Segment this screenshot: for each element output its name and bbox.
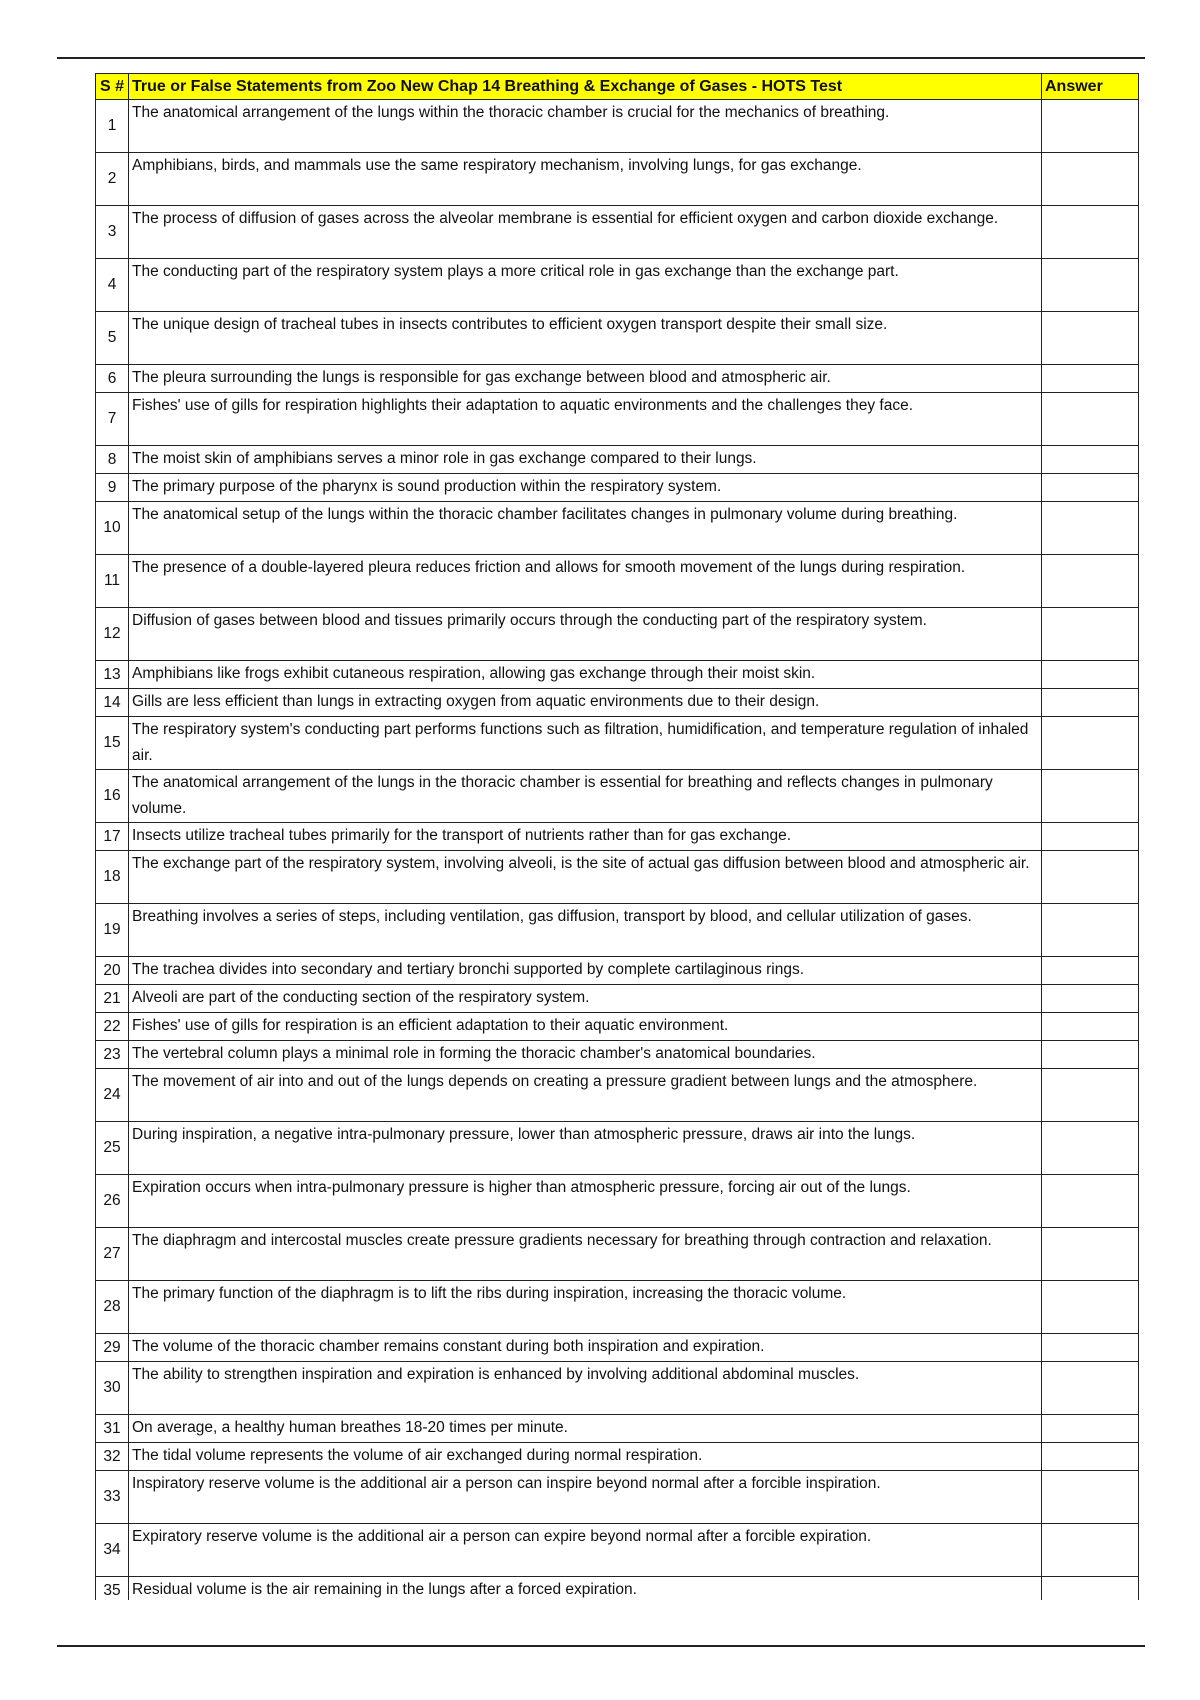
row-number: 34 — [96, 1524, 129, 1577]
table-row — [96, 393, 1139, 446]
statement-text: Diffusion of gases between blood and tissues primarily occurs through the conducting part of the respiratory system. — [129, 608, 1042, 661]
statements-body — [96, 100, 1139, 1601]
answer-cell[interactable] — [1042, 259, 1139, 312]
row-number: 11 — [96, 555, 129, 608]
worksheet — [95, 73, 1143, 1600]
statement-text: The trachea divides into secondary and tertiary bronchi supported by complete cartilaginous rings. — [129, 957, 1042, 985]
answer-cell[interactable] — [1042, 555, 1139, 608]
row-number: 5 — [96, 312, 129, 365]
table-row — [96, 502, 1139, 555]
table-row — [96, 985, 1139, 1013]
answer-header: Answer — [1042, 74, 1139, 100]
row-number: 20 — [96, 957, 129, 985]
statement-text: Amphibians like frogs exhibit cutaneous respiration, allowing gas exchange through their moist skin. — [129, 661, 1042, 689]
row-number: 27 — [96, 1228, 129, 1281]
table-row — [96, 206, 1139, 259]
statement-text: The anatomical arrangement of the lungs in the thoracic chamber is essential for breathing and reflects changes in pulmonary volume. — [129, 770, 1042, 823]
answer-cell[interactable] — [1042, 661, 1139, 689]
answer-cell[interactable] — [1042, 904, 1139, 957]
answer-cell[interactable] — [1042, 689, 1139, 717]
row-number: 13 — [96, 661, 129, 689]
table-row — [96, 1122, 1139, 1175]
row-number: 31 — [96, 1415, 129, 1443]
answer-cell[interactable] — [1042, 393, 1139, 446]
answer-cell[interactable] — [1042, 1362, 1139, 1415]
row-number: 24 — [96, 1069, 129, 1122]
header-row — [96, 74, 1139, 100]
table-row — [96, 1281, 1139, 1334]
answer-cell[interactable] — [1042, 1013, 1139, 1041]
row-number: 30 — [96, 1362, 129, 1415]
answer-cell[interactable] — [1042, 1228, 1139, 1281]
row-number: 16 — [96, 770, 129, 823]
answer-cell[interactable] — [1042, 1122, 1139, 1175]
table-row — [96, 1443, 1139, 1471]
answer-cell[interactable] — [1042, 770, 1139, 823]
statement-text: Inspiratory reserve volume is the additional air a person can inspire beyond normal after a forcible inspiration. — [129, 1471, 1042, 1524]
row-number: 14 — [96, 689, 129, 717]
answer-cell[interactable] — [1042, 1443, 1139, 1471]
table-row — [96, 100, 1139, 153]
answer-cell[interactable] — [1042, 1175, 1139, 1228]
table-row — [96, 823, 1139, 851]
table-row — [96, 1175, 1139, 1228]
table-row — [96, 957, 1139, 985]
row-number: 17 — [96, 823, 129, 851]
statement-text: Expiration occurs when intra-pulmonary pressure is higher than atmospheric pressure, forcing air out of the lungs. — [129, 1175, 1042, 1228]
statement-text: The unique design of tracheal tubes in insects contributes to efficient oxygen transport despite their small size. — [129, 312, 1042, 365]
table-row — [96, 365, 1139, 393]
row-number: 25 — [96, 1122, 129, 1175]
table-row — [96, 717, 1139, 770]
statement-text: The respiratory system's conducting part performs functions such as filtration, humidification, and temperature regulation of inhaled air. — [129, 717, 1042, 770]
answer-cell[interactable] — [1042, 474, 1139, 502]
table-row — [96, 259, 1139, 312]
row-number: 33 — [96, 1471, 129, 1524]
statement-text: The diaphragm and intercostal muscles create pressure gradients necessary for breathing through contraction and relaxation. — [129, 1228, 1042, 1281]
statement-text: The anatomical arrangement of the lungs within the thoracic chamber is crucial for the mechanics of breathing. — [129, 100, 1042, 153]
answer-cell[interactable] — [1042, 1041, 1139, 1069]
answer-cell[interactable] — [1042, 1577, 1139, 1601]
table-row — [96, 1069, 1139, 1122]
answer-cell[interactable] — [1042, 608, 1139, 661]
table-row — [96, 1577, 1139, 1601]
row-number: 29 — [96, 1334, 129, 1362]
table-row — [96, 555, 1139, 608]
row-number: 2 — [96, 153, 129, 206]
table-row — [96, 446, 1139, 474]
statement-text: The pleura surrounding the lungs is responsible for gas exchange between blood and atmospheric air. — [129, 365, 1042, 393]
table-row — [96, 904, 1139, 957]
table-row — [96, 1362, 1139, 1415]
statement-text: The process of diffusion of gases across the alveolar membrane is essential for efficient oxygen and carbon dioxide exchange. — [129, 206, 1042, 259]
statement-text: The presence of a double-layered pleura reduces friction and allows for smooth movement of the lungs during respiration. — [129, 555, 1042, 608]
statement-text: The conducting part of the respiratory system plays a more critical role in gas exchange than the exchange part. — [129, 259, 1042, 312]
row-number: 19 — [96, 904, 129, 957]
statement-text: On average, a healthy human breathes 18-20 times per minute. — [129, 1415, 1042, 1443]
row-number: 22 — [96, 1013, 129, 1041]
statement-text: Alveoli are part of the conducting section of the respiratory system. — [129, 985, 1042, 1013]
table-row — [96, 1041, 1139, 1069]
table-row — [96, 312, 1139, 365]
row-number: 9 — [96, 474, 129, 502]
answer-cell[interactable] — [1042, 365, 1139, 393]
statements-table — [95, 73, 1139, 1600]
bottom-rule — [57, 1645, 1145, 1647]
statement-text: The volume of the thoracic chamber remains constant during both inspiration and expiration. — [129, 1334, 1042, 1362]
row-number: 1 — [96, 100, 129, 153]
statement-text: Residual volume is the air remaining in the lungs after a forced expiration. — [129, 1577, 1042, 1601]
row-number: 26 — [96, 1175, 129, 1228]
answer-cell[interactable] — [1042, 1069, 1139, 1122]
answer-cell[interactable] — [1042, 100, 1139, 153]
answer-cell[interactable] — [1042, 502, 1139, 555]
answer-cell[interactable] — [1042, 1334, 1139, 1362]
answer-cell[interactable] — [1042, 717, 1139, 770]
answer-cell[interactable] — [1042, 153, 1139, 206]
statement-text: Breathing involves a series of steps, including ventilation, gas diffusion, transport by blood, and cellular utilization of gases. — [129, 904, 1042, 957]
table-title: True or False Statements from Zoo New Chap 14 Breathing & Exchange of Gases - HOTS Test — [129, 74, 1042, 100]
statement-text: The tidal volume represents the volume of air exchanged during normal respiration. — [129, 1443, 1042, 1471]
table-row — [96, 608, 1139, 661]
statement-text: The movement of air into and out of the lungs depends on creating a pressure gradient between lungs and the atmosphere. — [129, 1069, 1042, 1122]
row-number: 18 — [96, 851, 129, 904]
statement-text: Amphibians, birds, and mammals use the same respiratory mechanism, involving lungs, for gas exchange. — [129, 153, 1042, 206]
table-row — [96, 1013, 1139, 1041]
row-number: 23 — [96, 1041, 129, 1069]
answer-cell[interactable] — [1042, 1471, 1139, 1524]
row-number: 8 — [96, 446, 129, 474]
answer-cell[interactable] — [1042, 1524, 1139, 1577]
table-row — [96, 474, 1139, 502]
row-number: 28 — [96, 1281, 129, 1334]
row-number: 6 — [96, 365, 129, 393]
answer-cell[interactable] — [1042, 446, 1139, 474]
answer-cell[interactable] — [1042, 823, 1139, 851]
statement-text: The anatomical setup of the lungs within the thoracic chamber facilitates changes in pulmonary volume during breathing. — [129, 502, 1042, 555]
row-number: 3 — [96, 206, 129, 259]
row-number: 35 — [96, 1577, 129, 1601]
row-number: 21 — [96, 985, 129, 1013]
statement-text: Gills are less efficient than lungs in extracting oxygen from aquatic environments due to their design. — [129, 689, 1042, 717]
row-number: 4 — [96, 259, 129, 312]
table-row — [96, 153, 1139, 206]
statement-text: The vertebral column plays a minimal role in forming the thoracic chamber's anatomical boundaries. — [129, 1041, 1042, 1069]
statement-text: The primary purpose of the pharynx is sound production within the respiratory system. — [129, 474, 1042, 502]
answer-cell[interactable] — [1042, 206, 1139, 259]
statement-text: The exchange part of the respiratory system, involving alveoli, is the site of actual gas diffusion between blood and atmospheric air. — [129, 851, 1042, 904]
row-number: 10 — [96, 502, 129, 555]
table-row — [96, 851, 1139, 904]
number-header: S # — [96, 74, 129, 100]
table-row — [96, 1228, 1139, 1281]
table-row — [96, 1524, 1139, 1577]
statement-text: Fishes' use of gills for respiration is an efficient adaptation to their aquatic environment. — [129, 1013, 1042, 1041]
answer-cell[interactable] — [1042, 312, 1139, 365]
table-row — [96, 1415, 1139, 1443]
statement-text: Fishes' use of gills for respiration highlights their adaptation to aquatic environments and the challenges they face. — [129, 393, 1042, 446]
table-row — [96, 770, 1139, 823]
statement-text: The ability to strengthen inspiration and expiration is enhanced by involving additional abdominal muscles. — [129, 1362, 1042, 1415]
table-row — [96, 1471, 1139, 1524]
statement-text: Expiratory reserve volume is the additional air a person can expire beyond normal after a forcible expiration. — [129, 1524, 1042, 1577]
statement-text: The moist skin of amphibians serves a minor role in gas exchange compared to their lungs. — [129, 446, 1042, 474]
table-row — [96, 689, 1139, 717]
answer-cell[interactable] — [1042, 957, 1139, 985]
row-number: 15 — [96, 717, 129, 770]
row-number: 7 — [96, 393, 129, 446]
answer-cell[interactable] — [1042, 1281, 1139, 1334]
answer-cell[interactable] — [1042, 985, 1139, 1013]
statement-text: Insects utilize tracheal tubes primarily for the transport of nutrients rather than for gas exchange. — [129, 823, 1042, 851]
statement-text: The primary function of the diaphragm is to lift the ribs during inspiration, increasing the thoracic volume. — [129, 1281, 1042, 1334]
statement-text: During inspiration, a negative intra-pulmonary pressure, lower than atmospheric pressure, draws air into the lungs. — [129, 1122, 1042, 1175]
answer-cell[interactable] — [1042, 851, 1139, 904]
row-number: 32 — [96, 1443, 129, 1471]
table-row — [96, 661, 1139, 689]
row-number: 12 — [96, 608, 129, 661]
top-rule — [57, 57, 1145, 59]
table-row — [96, 1334, 1139, 1362]
answer-cell[interactable] — [1042, 1415, 1139, 1443]
